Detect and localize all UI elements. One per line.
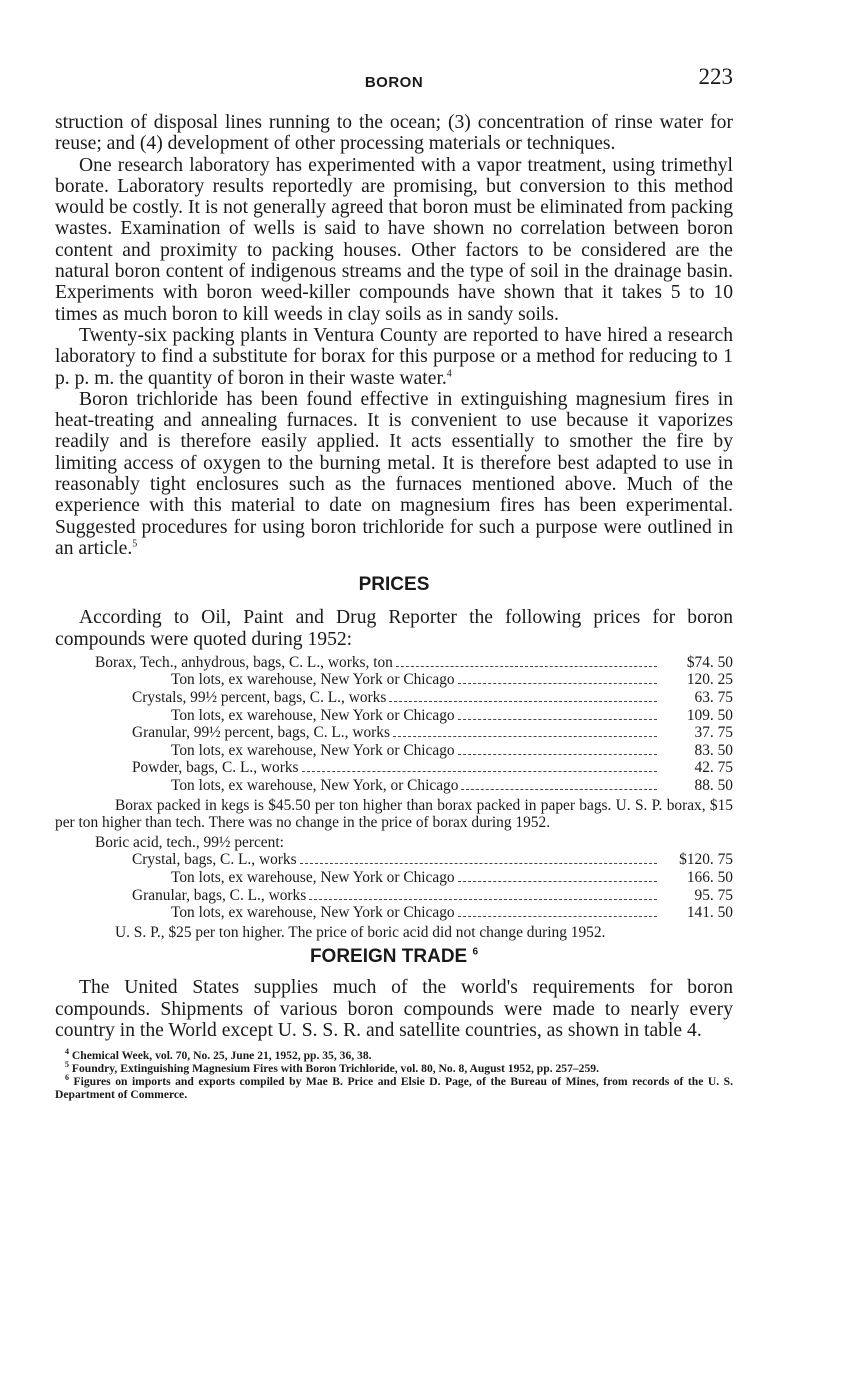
price-value: 141. 50 [686,904,733,922]
price-row [55,742,733,760]
price-label: Crystals, 99½ percent, bags, C. L., works [132,689,387,707]
leader-dots [396,666,657,667]
footnote-5: $^5$ Foundry, Extinguishing Magnesium Fires with Boron Trichloride, vol. 80, No. 8, August 1952, pp. 257–259. [65,1060,599,1076]
price-row [55,689,733,707]
price-list [55,654,733,942]
leader-dots [300,863,657,864]
price-value: 120. 25 [686,671,733,689]
leader-dots [458,683,657,684]
price-label: Ton lots, ex warehouse, New York, or Chicago [171,776,459,794]
price-value: 88. 50 [694,776,733,794]
price-label: Crystal, bags, C. L., works [132,851,297,869]
page-number: 223 [698,64,733,89]
price-row [55,904,733,922]
price-label: Ton lots, ex warehouse, New York or Chicago [171,868,455,886]
paragraph-3: Twenty-six packing plants in Ventura County are reported to have hired a research laboratory to find a substitute for borax for this purpose or a method for reducing to 1 p. p. m. the quantity of boron in their waste water.$^4$ [55,324,733,389]
price-value: 95. 75 [694,886,733,904]
running-head [55,64,733,98]
leader-dots [458,881,657,882]
footnote-ref-5: 5 [132,538,138,550]
leader-dots [458,719,657,720]
price-value: 166. 50 [686,868,733,886]
price-value: 42. 75 [694,759,733,777]
footnote-ref-6: 6 [472,947,479,958]
price-row [55,759,733,777]
running-title: BORON [364,74,424,91]
price-value: $120. 75 [679,851,733,869]
price-row [55,724,733,742]
price-row [55,851,733,869]
boric-acid-label: Boric acid, tech., 99½ percent: [95,833,284,851]
price-label: Borax, Tech., anhydrous, bags, C. L., works, ton [95,653,393,671]
prices-heading: PRICES [358,574,430,596]
leader-dots [458,754,657,755]
price-label: Ton lots, ex warehouse, New York or Chicago [171,671,455,689]
prices-intro: According to Oil, Paint and Drug Reporter the following prices for boron compounds were quoted during 1952: [55,607,733,650]
leader-dots [309,899,657,900]
price-row [55,654,733,672]
price-row [55,707,733,725]
paragraph-1: struction of disposal lines running to the ocean; (3) concentration of rinse water for reuse; and (4) development of other processing materials or techniques. [55,112,733,155]
page-body [55,112,733,1101]
price-row [55,671,733,689]
price-value: 37. 75 [694,724,733,742]
price-row [55,887,733,905]
paragraph-4: Boron trichloride has been found effective in extinguishing magnesium fires in heat-treating and annealing furnaces. It is convenient to use because it vaporizes readily and is therefore easily applied. It acts essentially to smother the fire by limiting access of oxygen to the burning metal. It is therefore best adapted to use in reasonably tight enclosures such as the furnaces mentioned above. Much of the experience with this material to date on magnesium fires has been experimental. Suggested procedures for using boron trichloride for such a purpose were outlined in an article.$^5$ [55,388,733,559]
leader-dots [461,789,657,790]
price-value: 63. 75 [694,689,733,707]
footnote-4: $^4$ Chemical Week, vol. 70, No. 25, June 21, 1952, pp. 35, 36, 38. [65,1047,372,1063]
footnote-6: $^6$ Figures on imports and exports compiled by Mae B. Price and Elsie D. Page, of the Bureau of Mines, from records of the U. S. Department of Commerce. [55,1073,734,1102]
leader-dots [393,736,657,737]
foreign-trade-heading: FOREIGN TRADE $^6$ [309,946,479,968]
leader-dots [458,916,657,917]
borax-note: Borax packed in kegs is $45.50 per ton higher than borax packed in paper bags. U. S. P. borax, $15 per ton higher than tech. There was no change in the price of borax during 1952. [55,796,733,832]
paragraph-2: One research laboratory has experimented with a vapor treatment, using trimethyl borate. Laboratory results reportedly are promising, but conversion to this method would be costly. It is not generally agreed that boron must be eliminated from packing wastes. Examination of wells is said to have shown no correlation between boron content and proximity to packing houses. Other factors to be considered are the natural boron content of indigenous streams and the type of soil in the drainage basin. Experiments with boron weed-killer compounds have shown that it takes 5 to 10 times as much boron to kill weeds in clay soils as in sandy soils. [55,154,733,325]
foreign-trade-paragraph: The United States supplies much of the world's requirements for boron compounds. Shipments of various boron compounds were made to nearly every country in the World except U. S. S. R. and satellite countries, as shown in table 4. [55,977,733,1041]
price-label: Ton lots, ex warehouse, New York or Chicago [171,706,455,724]
price-value: $74. 50 [686,653,733,671]
price-label: Granular, 99½ percent, bags, C. L., works [132,724,390,742]
price-label: Powder, bags, C. L., works [132,759,299,777]
price-value: 83. 50 [694,741,733,759]
leader-dots [302,771,657,772]
footnote-ref-4: 4 [446,368,452,380]
price-label: Granular, bags, C. L., works [132,886,307,904]
price-value: 109. 50 [686,706,733,724]
boric-note: U. S. P., $25 per ton higher. The price of boric acid did not change during 1952. [115,923,606,941]
price-row [55,869,733,887]
price-label: Ton lots, ex warehouse, New York or Chicago [171,904,455,922]
footnotes [55,1049,733,1101]
price-row [55,777,733,795]
leader-dots [389,701,657,702]
price-label: Ton lots, ex warehouse, New York or Chicago [171,741,455,759]
